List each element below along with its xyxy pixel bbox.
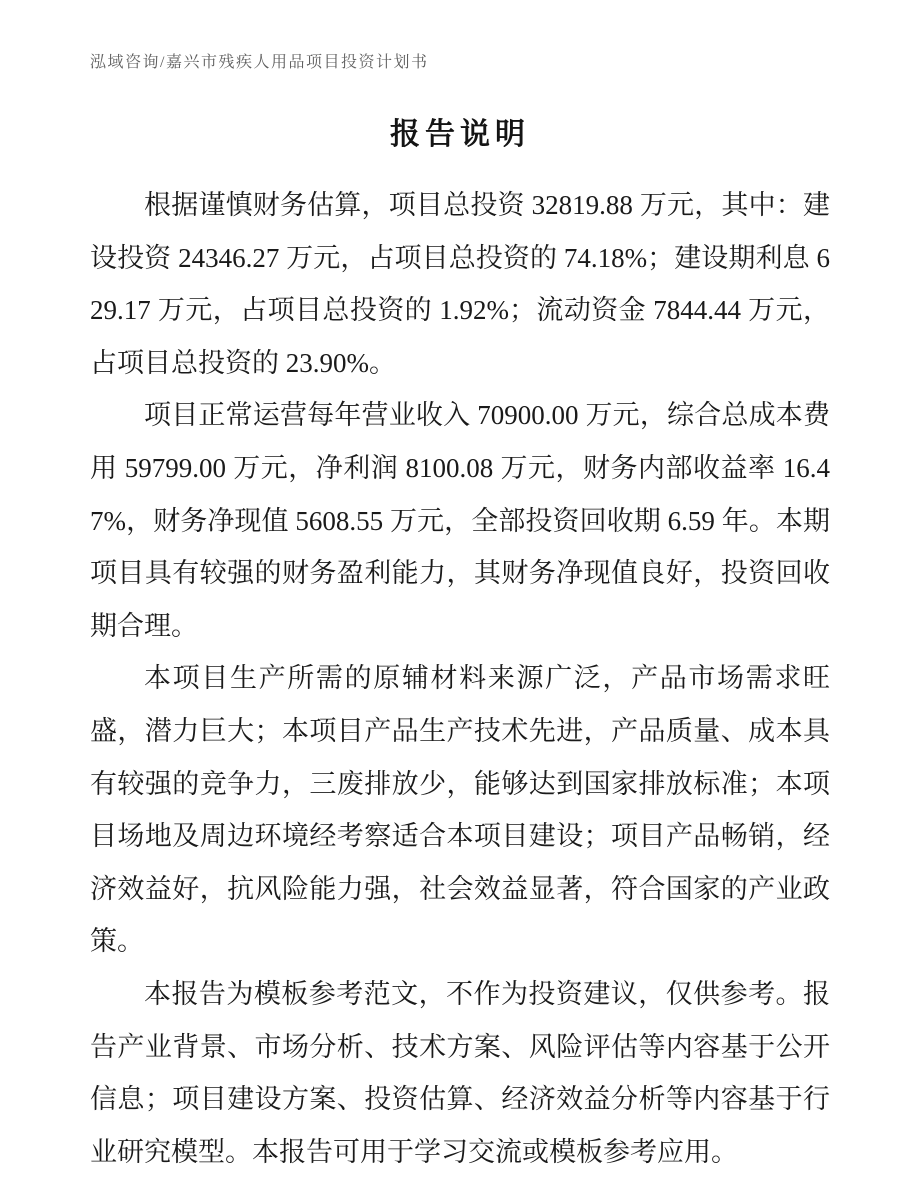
- paragraph-investment-summary: 根据谨慎财务估算，项目总投资 32819.88 万元，其中：建设投资 24346.27 万元，占项目总投资的 74.18%；建设期利息 629.17 万元，占项目总投资的 1.92%；流动资金 7844.44 万元，占项目总投资的 23.90%。: [90, 190, 830, 378]
- paragraph-project-advantages: 本项目生产所需的原辅材料来源广泛，产品市场需求旺盛，潜力巨大；本项目产品生产技术先进，产品质量、成本具有较强的竞争力，三废排放少，能够达到国家排放标准；本项目场地及周边环境经考察适合本项目建设；项目产品畅销，经济效益好，抗风险能力强，社会效益显著，符合国家的产业政策。: [90, 663, 830, 957]
- document-header-text: 泓域咨询/嘉兴市残疾人用品项目投资计划书: [90, 54, 429, 71]
- page-title: 报告说明: [390, 118, 530, 151]
- paragraph-disclaimer: 本报告为模板参考范文，不作为投资建议，仅供参考。报告产业背景、市场分析、技术方案、风险评估等内容基于公开信息；项目建设方案、投资估算、经济效益分析等内容基于行业研究模型。本报告可用于学习交流或模板参考应用。: [90, 978, 830, 1167]
- paragraph-financial-indicators: 项目正常运营每年营业收入 70900.00 万元，综合总成本费用 59799.00 万元，净利润 8100.08 万元，财务内部收益率 16.47%，财务净现值 5608.55 万元，全部投资回收期 6.59 年。本期项目具有较强的财务盈利能力，其财务净现值良好，投资回收期合理。: [90, 400, 830, 641]
- document-body: [90, 179, 830, 1178]
